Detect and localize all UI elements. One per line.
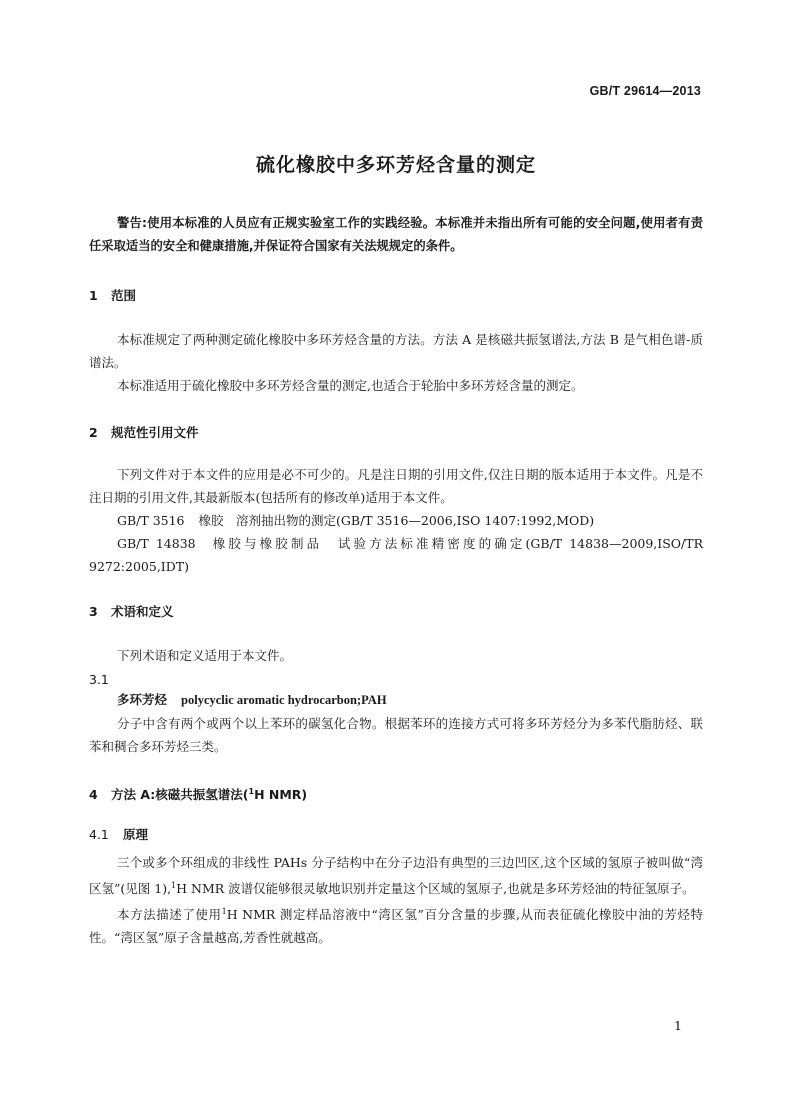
section-number: 3: [89, 604, 98, 619]
section-title: 规范性引用文件: [111, 425, 199, 440]
paragraph: 下列文件对于本文件的应用是必不可少的。凡是注日期的引用文件,仅注日期的版本适用于本文件。凡是不注日期的引用文件,其最新版本(包括所有的修改单)适用于本文件。: [89, 467, 703, 505]
section-4-heading: [89, 785, 307, 803]
section-title-suffix: H NMR): [254, 787, 308, 802]
section-2-heading: [89, 423, 199, 441]
section-3-body: [89, 644, 703, 667]
term-heading: [89, 688, 703, 712]
term-number: 3.1: [89, 672, 109, 687]
section-1-heading: [89, 286, 136, 304]
section-title: 范围: [111, 288, 137, 303]
page-number: 1: [674, 1018, 682, 1033]
text-run: 三个或多个环组成的非线性 PAHs 分子结构中在分子边沿有典型的三边凹区,这个区域的氢原子被叫做“湾区氢”(见图 1),: [89, 855, 703, 897]
section-number: 2: [89, 425, 98, 440]
term-entry: [89, 688, 703, 758]
warning-block: [89, 212, 703, 258]
paragraph: 下列术语和定义适用于本文件。: [117, 648, 293, 663]
text-run: H NMR 测定样品溶液中“湾区氢”百分含量的步骤,从而表征硫化橡胶中油的芳烃特性。“湾区氢”原子含量越高,芳香性就越高。: [89, 907, 703, 946]
term-definition: 分子中含有两个或两个以上苯环的碳氢化合物。根据苯环的连接方式可将多环芳烃分为多苯代脂肪烃、联苯和稠合多环芳烃三类。: [89, 716, 703, 754]
section-4-body: [89, 851, 703, 949]
warning-text: 警告:使用本标准的人员应有正规实验室工作的实践经验。本标准并未指出所有可能的安全问题,使用者有责任采取适当的安全和健康措施,并保证符合国家有关法规规定的条件。: [89, 216, 703, 253]
text-run: 本方法描述了使用: [117, 907, 222, 923]
section-2-body: [89, 463, 703, 578]
reference-title: 橡胶与橡胶制品 试验方法标准精密度的确定(GB/T 14838—2009,ISO/TR 9272:2005,IDT): [89, 536, 703, 574]
paragraph: 本标准规定了两种测定硫化橡胶中多环芳烃含量的方法。方法 A 是核磁共振氢谱法,方法 B 是气相色谱-质谱法。: [89, 332, 703, 370]
section-number: 4: [89, 787, 98, 802]
subsection-title: 原理: [123, 827, 149, 842]
subsection-4-1-heading: [89, 825, 148, 843]
reference-title: 橡胶 溶剂抽出物的测定(GB/T 3516—2006,ISO 1407:1992,MOD): [198, 513, 595, 528]
section-1-body: [89, 328, 703, 397]
text-run: H NMR 波谱仅能够很灵敏地识别并定量这个区域的氢原子,也就是多环芳烃油的特征氢原子。: [176, 881, 695, 897]
standard-code: GB/T 29614—2013: [589, 84, 701, 98]
term-english: polycyclic aromatic hydrocarbon;PAH: [181, 693, 387, 707]
normative-reference: [89, 532, 703, 578]
section-title: 术语和定义: [111, 604, 174, 619]
section-number: 1: [89, 288, 98, 303]
paragraph: [89, 851, 703, 900]
paragraph: 本标准适用于硫化橡胶中多环芳烃含量的测定,也适合于轮胎中多环芳烃含量的测定。: [117, 378, 584, 393]
superscript: 1: [248, 786, 255, 796]
paragraph: [89, 900, 703, 949]
subsection-number: 4.1: [89, 827, 109, 842]
section-title-prefix: 方法 A:核磁共振氢谱法(: [111, 787, 249, 802]
term-chinese: 多环芳烃: [117, 692, 168, 707]
superscript: 1: [221, 907, 227, 917]
section-3-heading: [89, 602, 174, 620]
reference-code: GB/T 14838: [117, 536, 196, 551]
document-title: 硫化橡胶中多环芳烃含量的测定: [255, 154, 536, 176]
normative-reference: [89, 509, 703, 532]
reference-code: GB/T 3516: [117, 513, 185, 528]
superscript: 1: [171, 881, 177, 890]
